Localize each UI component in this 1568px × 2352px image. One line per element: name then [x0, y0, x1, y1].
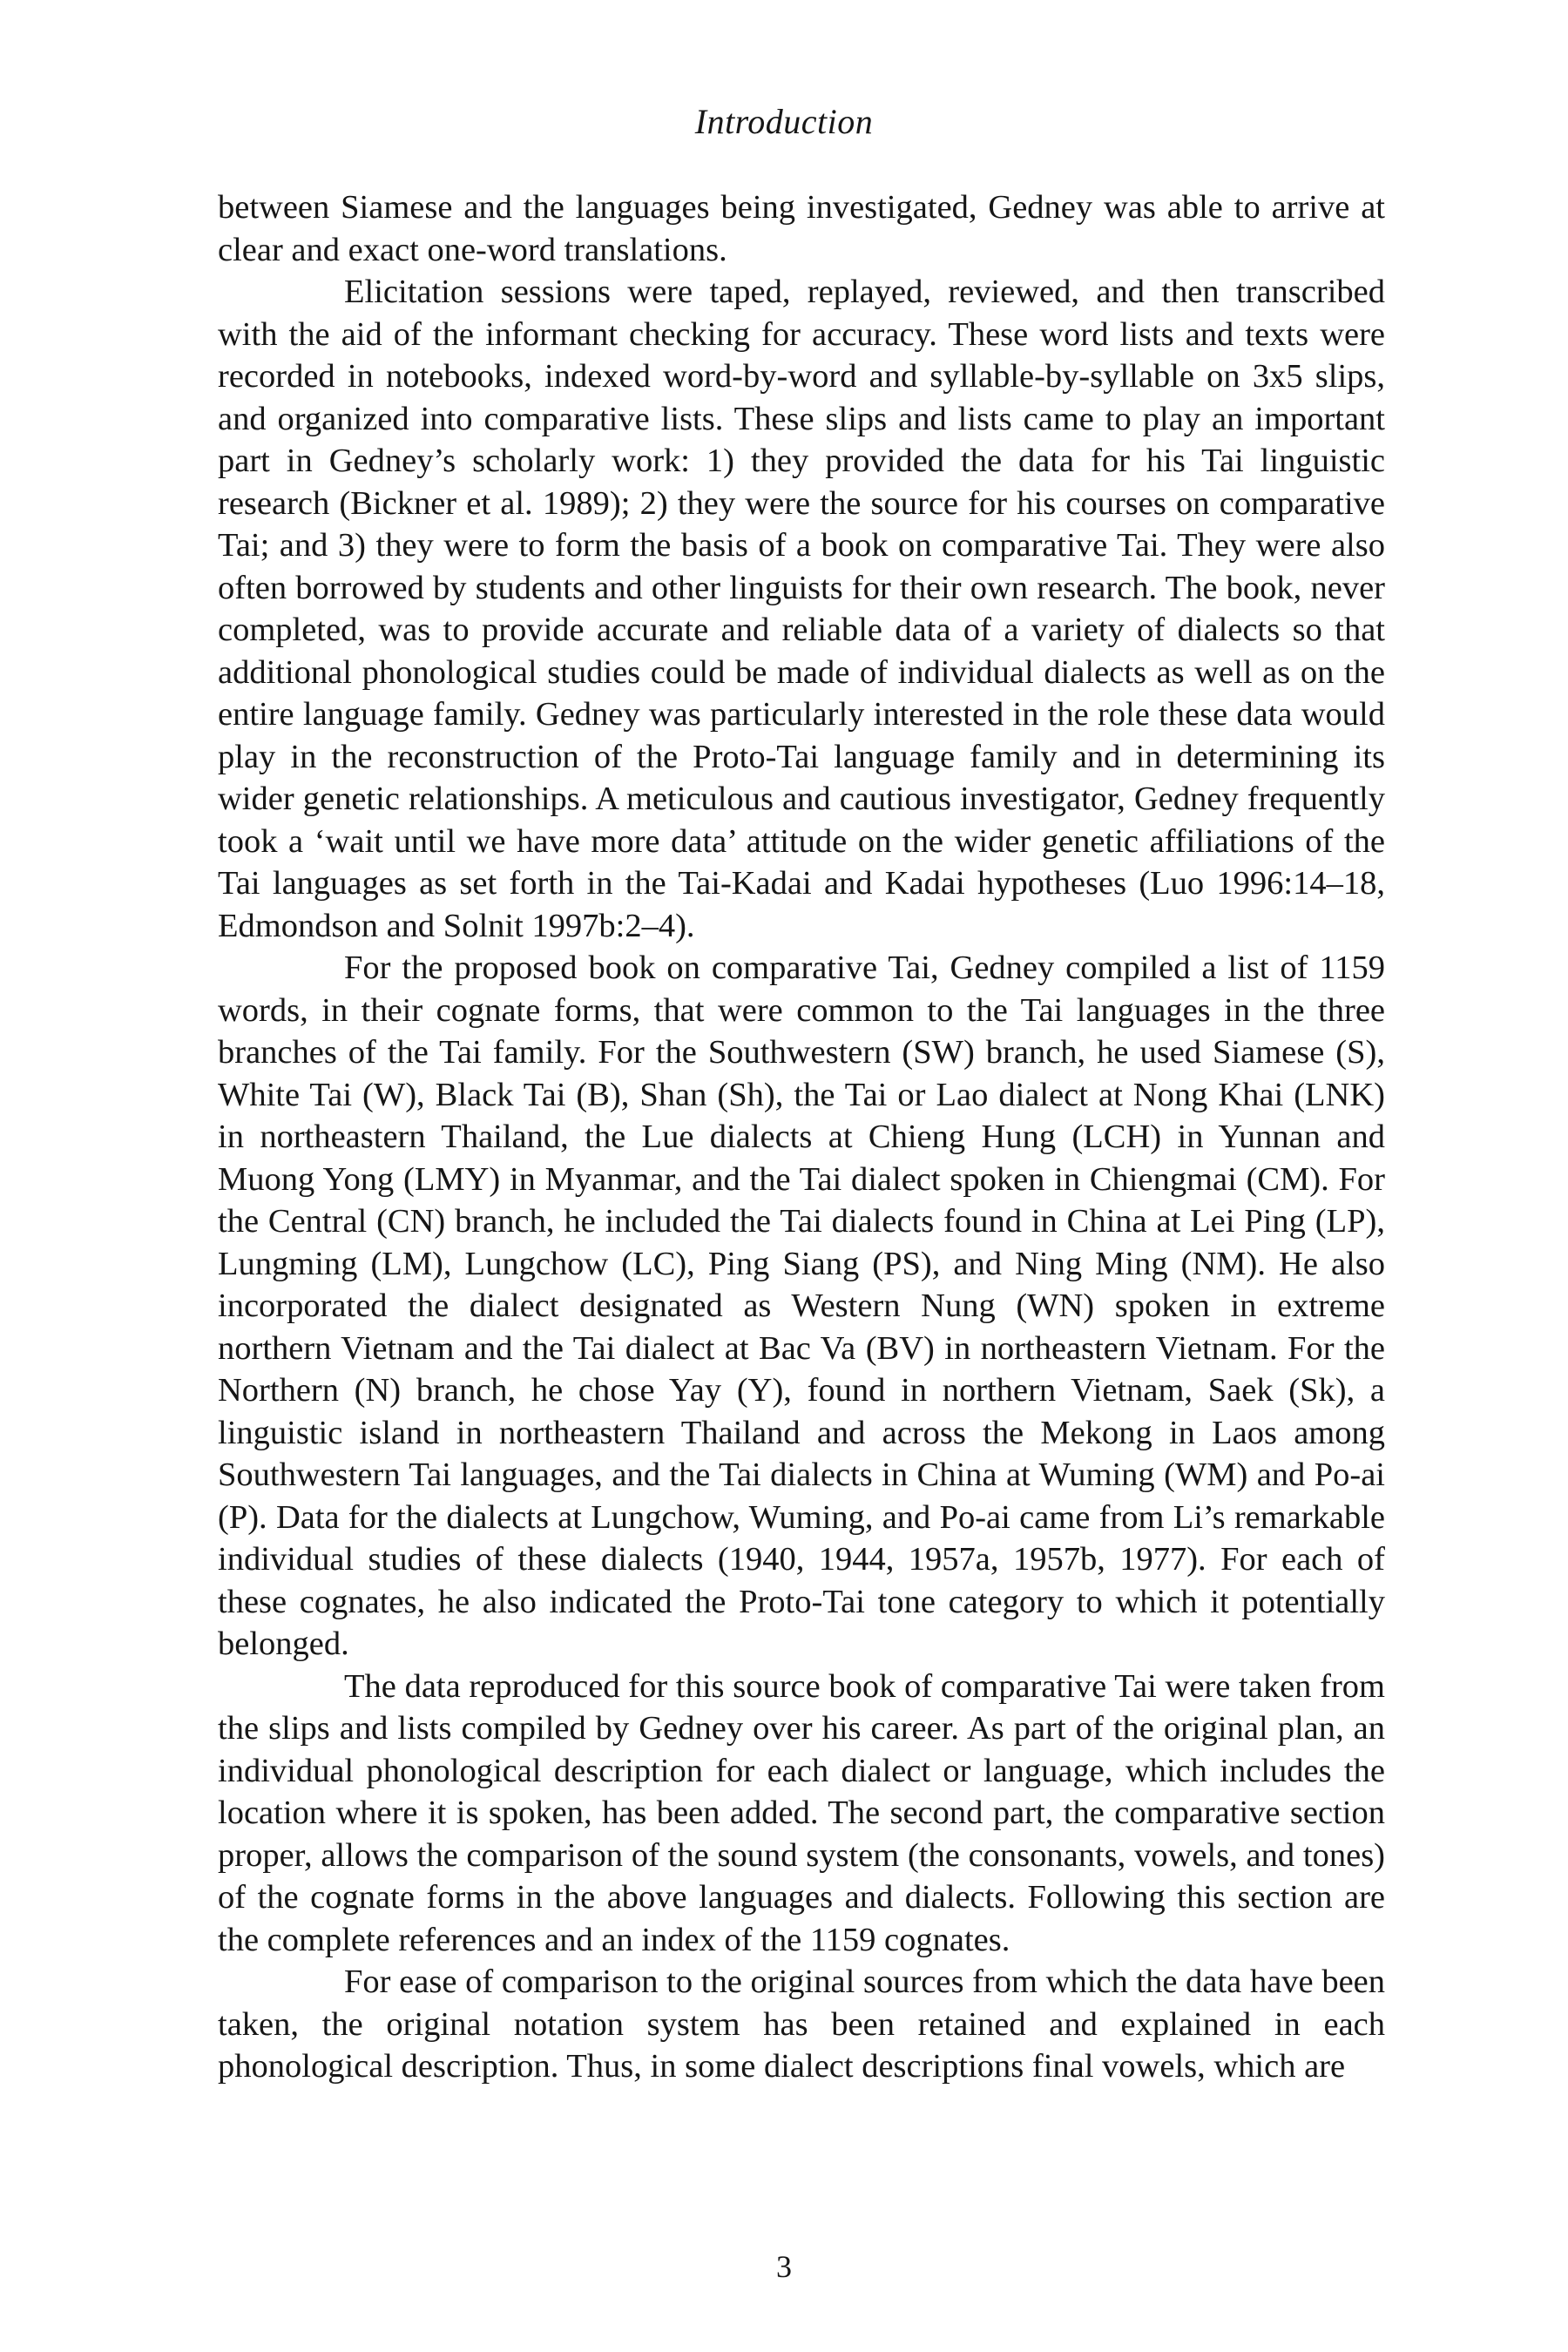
running-head: Introduction	[694, 102, 874, 141]
paragraph-elicitation: Elicitation sessions were taped, replayed, reviewed, and then transcribed with the aid of the informant checking for accuracy. These word lists and texts were recorded in notebooks, indexed word-by-word and syllable-by-syllable on 3x5 slips, and organized into comparative lists. These slips and lists came to play an important part in Gedney’s scholarly work: 1) they provided the data for his Tai linguistic research (Bickner et al. 1989); 2) they were the source for his courses on comparative Tai; and 3) they were to form the basis of a book on comparative Tai. They were also often borrowed by students and other linguists for their own research. The book, never completed, was to provide accurate and reliable data of a variety of dialects so that additional phonological studies could be made of individual dialects as well as on the entire language family. Gedney was particularly interested in the role these data would play in the reconstruction of the Proto-Tai language family and in determining its wider genetic relationships. A meticulous and cautious investigator, Gedney frequently took a ‘wait until we have more data’ attitude on the wider genetic affiliations of the Tai languages as set forth in the Tai-Kadai and Kadai hypotheses (Luo 1996:14–18, Edmondson and Solnit 1997b:2–4).	[218, 274, 1385, 944]
paragraph-ease-of-comparison: For ease of comparison to the original sources from which the data have been taken, the original notation system has been retained and explained in each phonological description. Thus, in some dialect descriptions final vowels, which are	[218, 1963, 1385, 2085]
paragraph-data-reproduced: The data reproduced for this source book of comparative Tai were taken from the slips and lists compiled by Gedney over his career. As part of the original plan, an individual phonological description for each dialect or language, which includes the location where it is spoken, has been added. The second part, the comparative section proper, allows the comparison of the sound system (the consonants, vowels, and tones) of the cognate forms in the above languages and dialects. Following this section are the complete references and an index of the 1159 cognates.	[218, 1667, 1385, 1958]
page-number: 3	[776, 2249, 792, 2284]
paragraph-continuation: between Siamese and the languages being investigated, Gedney was able to arrive at clear and exact one-word translations.	[218, 189, 1385, 268]
body-text	[218, 186, 1385, 2088]
paragraph-proposed-book: For the proposed book on comparative Tai, Gedney compiled a list of 1159 words, in their cognate forms, that were common to the Tai languages in the three branches of the Tai family. For the Southwestern (SW) branch, he used Siamese (S), White Tai (W), Black Tai (B), Shan (Sh), the Tai or Lao dialect at Nong Khai (LNK) in northeastern Thailand, the Lue dialects at Chieng Hung (LCH) in Yunnan and Muong Yong (LMY) in Myanmar, and the Tai dialect spoken in Chiengmai (CM). For the Central (CN) branch, he included the Tai dialects found in China at Lei Ping (LP), Lungming (LM), Lungchow (LC), Ping Siang (PS), and Ning Ming (NM). He also incorporated the dialect designated as Western Nung (WN) spoken in extreme northern Vietnam and the Tai dialect at Bac Va (BV) in northeastern Vietnam. For the Northern (N) branch, he chose Yay (Y), found in northern Vietnam, Saek (Sk), a linguistic island in northeastern Thailand and across the Mekong in Laos among Southwestern Tai languages, and the Tai dialects in China at Wuming (WM) and Po-ai (P). Data for the dialects at Lungchow, Wuming, and Po-ai came from Li’s remarkable individual studies of these dialects (1940, 1944, 1957a, 1957b, 1977). For each of these cognates, he also indicated the Proto-Tai tone category to which it potentially belonged.	[218, 950, 1385, 1662]
